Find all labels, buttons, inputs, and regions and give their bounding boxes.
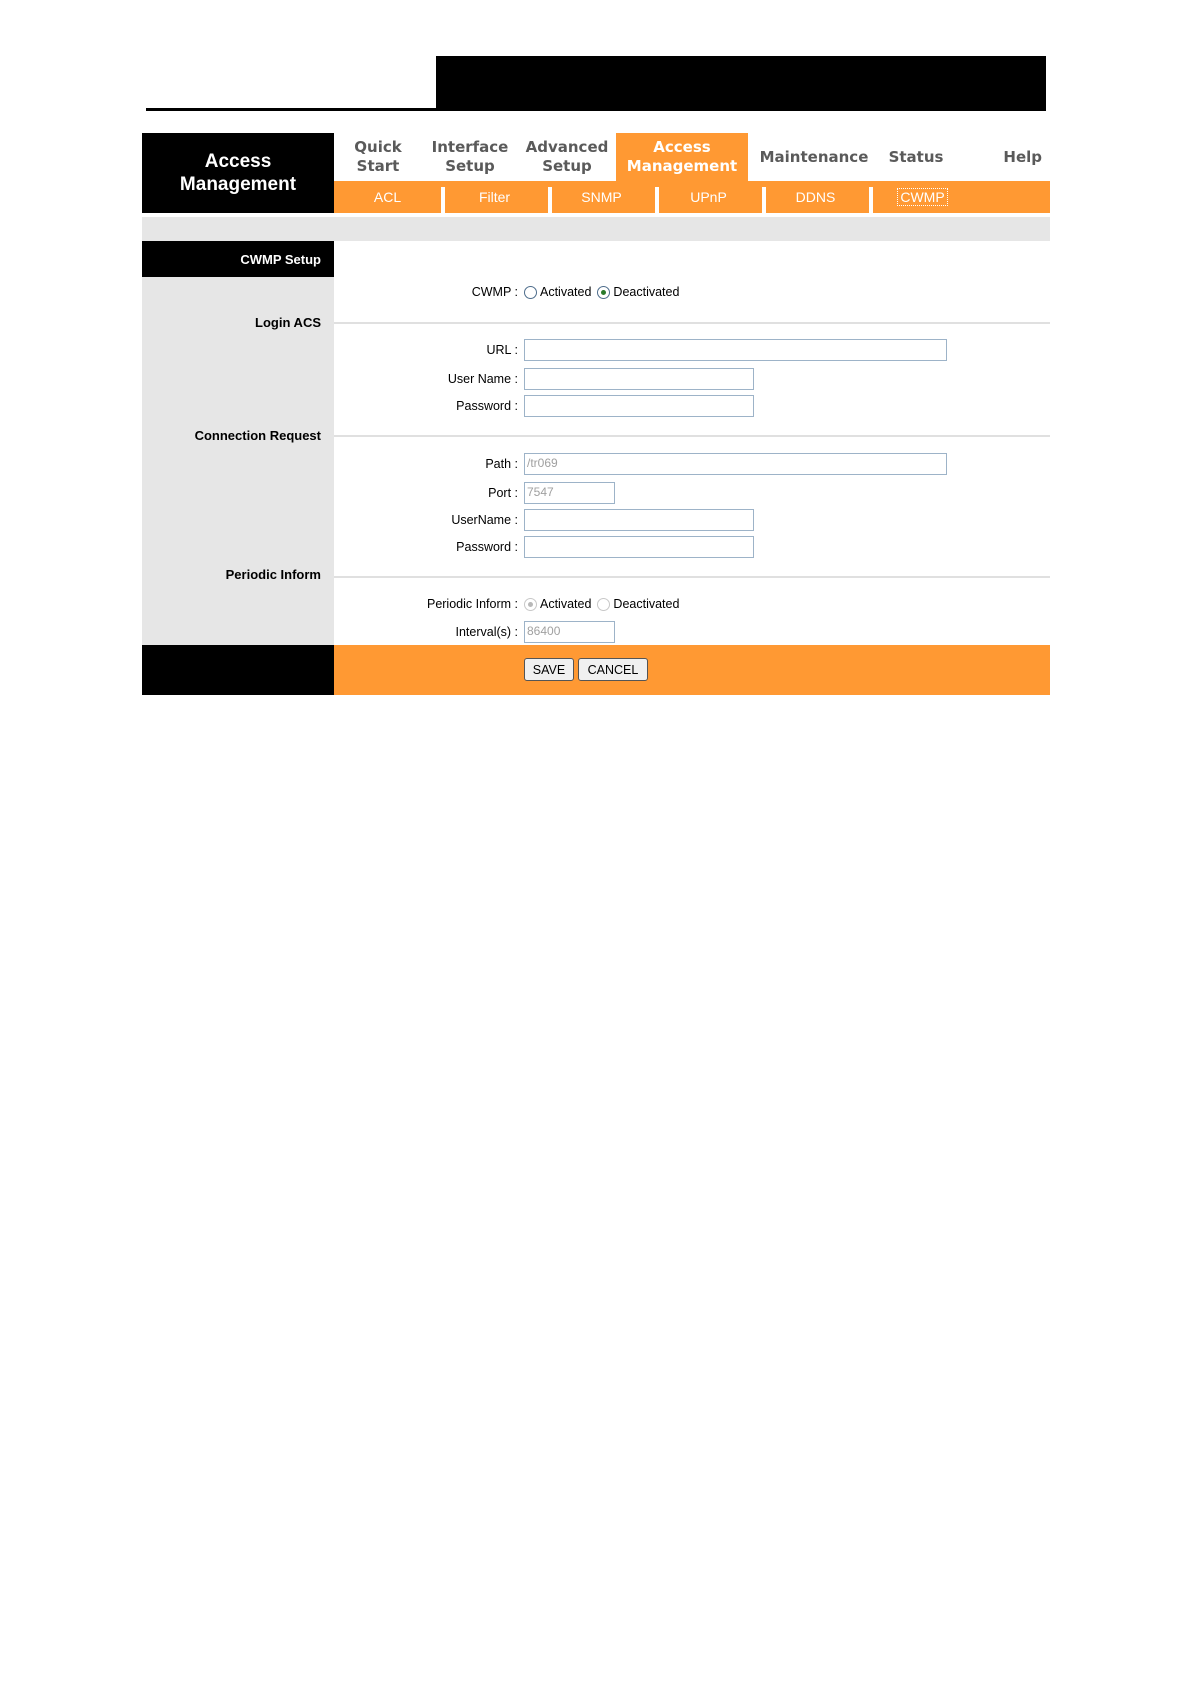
path-row: [334, 451, 1050, 477]
connection-password-label: Password :: [456, 540, 518, 554]
cwmp-activated-radio[interactable]: [524, 286, 537, 299]
path-label: Path :: [485, 457, 518, 471]
form-fields: [334, 241, 1050, 645]
interval-row: [334, 619, 1050, 645]
action-bar: [142, 645, 1050, 695]
section-labels-column: [142, 241, 334, 645]
connection-password-input[interactable]: [524, 536, 754, 558]
path-input[interactable]: /tr069: [524, 453, 947, 475]
tab-help[interactable]: Help: [1003, 147, 1042, 166]
cwmp-activated-label: Activated: [540, 285, 592, 299]
connection-request-divider: [334, 435, 1050, 437]
cwmp-row: [334, 279, 1050, 305]
tab-interface-setup[interactable]: Interface Setup: [431, 138, 509, 175]
cancel-button[interactable]: CANCEL: [578, 658, 648, 681]
connection-username-row: [334, 507, 1050, 533]
cwmp-label: CWMP :: [471, 285, 518, 299]
brand-line-2: Management: [179, 174, 297, 195]
tab-quick-start[interactable]: Quick Start: [354, 138, 402, 175]
save-button[interactable]: SAVE: [524, 658, 574, 681]
router-config-panel: [142, 133, 1050, 695]
tab-advanced-setup[interactable]: Advanced Setup: [525, 138, 609, 175]
subtab-cwmp[interactable]: CWMP: [869, 181, 976, 213]
cwmp-deactivated-label: Deactivated: [613, 285, 680, 299]
periodic-inform-row: [334, 591, 1050, 617]
top-navigation: [142, 133, 1050, 213]
login-username-row: [334, 366, 1050, 392]
periodic-deactivated-label: Deactivated: [613, 597, 680, 611]
login-acs-divider: [334, 322, 1050, 324]
action-bar-left: [142, 645, 334, 695]
title-strip: [142, 217, 1050, 241]
interval-input[interactable]: 86400: [524, 621, 615, 643]
section-title-cwmp-setup: CWMP Setup: [142, 241, 334, 277]
section-title-login-acs: Login ACS: [255, 315, 321, 330]
periodic-inform-divider: [334, 576, 1050, 578]
tab-maintenance[interactable]: Maintenance: [759, 147, 869, 166]
port-input[interactable]: 7547: [524, 482, 615, 504]
document-header-block: [436, 56, 1046, 109]
subtab-acl[interactable]: ACL: [373, 189, 402, 205]
login-username-label: User Name :: [447, 372, 518, 386]
subtab-ddns[interactable]: DDNS: [762, 181, 869, 213]
periodic-inform-label: Periodic Inform :: [426, 597, 518, 611]
port-row: [334, 480, 1050, 506]
subtab-upnp[interactable]: UPnP: [655, 181, 762, 213]
periodic-activated-label: Activated: [540, 597, 592, 611]
tab-status[interactable]: Status: [888, 147, 944, 166]
url-label: URL :: [486, 343, 518, 357]
login-username-input[interactable]: [524, 368, 754, 390]
port-label: Port :: [488, 486, 518, 500]
form-area: [142, 241, 1050, 645]
document-header-rule: [146, 108, 1046, 111]
connection-username-label: UserName :: [451, 513, 518, 527]
connection-password-row: [334, 534, 1050, 560]
login-password-row: [334, 393, 1050, 419]
login-password-input[interactable]: [524, 395, 754, 417]
subtab-snmp[interactable]: SNMP: [548, 181, 655, 213]
section-title-connection-request: Connection Request: [194, 428, 321, 443]
subtab-filter[interactable]: Filter: [441, 181, 548, 213]
section-brand: [142, 133, 334, 213]
url-row: [334, 337, 1050, 363]
cwmp-deactivated-radio[interactable]: [597, 286, 610, 299]
login-password-label: Password :: [456, 399, 518, 413]
main-tabs: [334, 133, 1050, 181]
connection-username-input[interactable]: [524, 509, 754, 531]
section-title-periodic-inform: Periodic Inform: [225, 567, 321, 582]
action-bar-right: [334, 645, 1050, 695]
sub-tabs: [334, 181, 1050, 213]
interval-label: Interval(s) :: [455, 625, 518, 639]
brand-line-1: Access: [204, 151, 272, 172]
periodic-activated-radio[interactable]: [524, 598, 537, 611]
tab-access-management[interactable]: Access Management: [616, 133, 748, 181]
url-input[interactable]: [524, 339, 947, 361]
periodic-deactivated-radio[interactable]: [597, 598, 610, 611]
